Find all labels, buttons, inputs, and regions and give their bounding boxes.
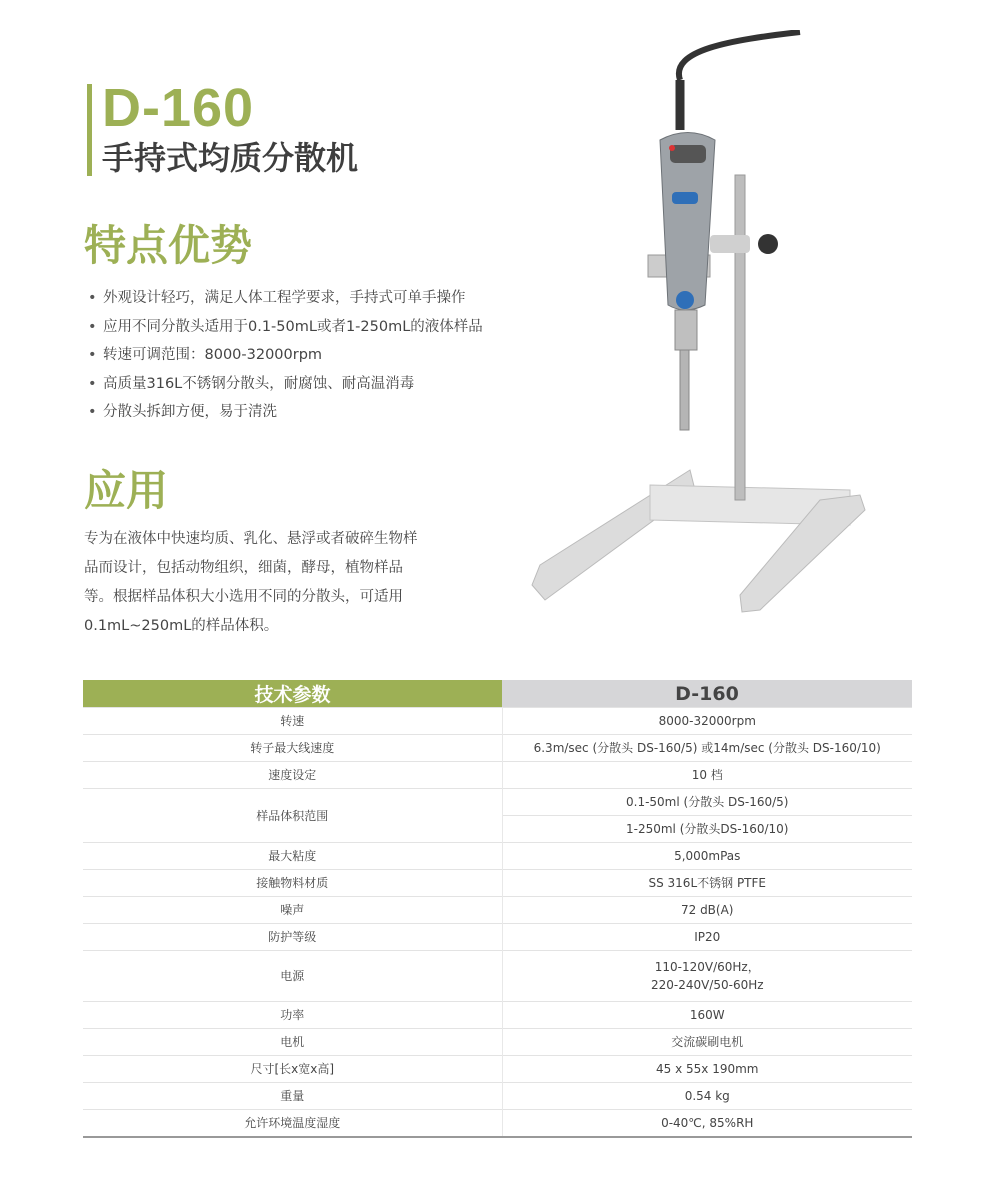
spec-label: 电源 xyxy=(83,951,502,1002)
table-row xyxy=(83,1110,912,1138)
spec-value: 0.54 kg xyxy=(502,1083,912,1110)
spec-value: 10 档 xyxy=(502,762,912,789)
title-accent-bar xyxy=(87,84,92,176)
spec-value: 160W xyxy=(502,1002,912,1029)
product-subtitle: 手持式均质分散机 xyxy=(102,139,359,177)
bullet-icon: • xyxy=(88,290,97,306)
table-row xyxy=(83,897,912,924)
spec-label: 噪声 xyxy=(83,897,502,924)
list-item: • 应用不同分散头适用于0.1-50mL或者1-250mL的液体样品 xyxy=(88,313,483,342)
application-heading: 应用 xyxy=(84,466,169,515)
list-item: • 外观设计轻巧，满足人体工程学要求，手持式可单手操作 xyxy=(88,284,483,313)
table-row xyxy=(83,1056,912,1083)
table-row xyxy=(83,735,912,762)
spec-value: 6.3m/sec (分散头 DS-160/5) 或14m/sec (分散头 DS-160/10) xyxy=(502,735,912,762)
bullet-icon: • xyxy=(88,347,97,364)
spec-value: 110-120V/60Hz， 220-240V/50-60Hz xyxy=(502,951,912,1002)
list-item: • 转速可调范围：8000-32000rpm xyxy=(88,341,483,370)
bullet-icon: • xyxy=(88,404,97,421)
spec-label: 样品体积范围 xyxy=(83,789,502,843)
spec-value: 45 x 55x 190mm xyxy=(502,1056,912,1083)
spec-label: 接触物料材质 xyxy=(83,870,502,897)
spec-value: IP20 xyxy=(502,924,912,951)
spec-table xyxy=(83,680,912,1138)
product-image xyxy=(520,30,880,630)
spec-value: SS 316L不锈钢 PTFE xyxy=(502,870,912,897)
spec-value: 0.1-50ml (分散头 DS-160/5) xyxy=(502,789,912,816)
spec-label: 允许环境温度湿度 xyxy=(83,1110,502,1138)
features-list xyxy=(88,284,483,427)
table-row xyxy=(83,1083,912,1110)
spec-header-left: 技术参数 xyxy=(83,680,502,708)
list-item: • 高质量316L不锈钢分散头，耐腐蚀、耐高温消毒 xyxy=(88,370,483,399)
spec-value: 8000-32000rpm xyxy=(502,708,912,735)
spec-label: 转子最大线速度 xyxy=(83,735,502,762)
table-row xyxy=(83,924,912,951)
table-row xyxy=(83,843,912,870)
bullet-icon: • xyxy=(88,375,97,392)
spec-value: 交流碳刷电机 xyxy=(502,1029,912,1056)
spec-label: 功率 xyxy=(83,1002,502,1029)
table-row xyxy=(83,762,912,789)
spec-label: 最大粘度 xyxy=(83,843,502,870)
spec-label: 转速 xyxy=(83,708,502,735)
bullet-icon: • xyxy=(88,318,97,335)
table-row xyxy=(83,708,912,735)
spec-label: 尺寸[长x宽x高] xyxy=(83,1056,502,1083)
spec-label: 电机 xyxy=(83,1029,502,1056)
spec-value: 1-250ml (分散头DS-160/10) xyxy=(502,816,912,843)
spec-header-right: D-160 xyxy=(502,680,912,708)
spec-label: 重量 xyxy=(83,1083,502,1110)
spec-value: 5,000mPas xyxy=(502,843,912,870)
features-heading: 特点优势 xyxy=(84,221,253,270)
table-row xyxy=(83,1002,912,1029)
spec-value: 72 dB(A) xyxy=(502,897,912,924)
model-title: D-160 xyxy=(102,78,255,138)
table-row xyxy=(83,951,912,1002)
table-row xyxy=(83,789,912,816)
table-row xyxy=(83,870,912,897)
application-text: 专为在液体中快速均质、乳化、悬浮或者破碎生物样 品而设计，包括动物组织，细菌，酵母，植物样品 等。根据样品体积大小选用不同的分散头，可适用 0.1mL~250mL的样品体积。 xyxy=(84,531,418,634)
table-row xyxy=(83,1029,912,1056)
spec-value: 0-40℃, 85%RH xyxy=(502,1110,912,1138)
spec-label: 速度设定 xyxy=(83,762,502,789)
spec-label: 防护等级 xyxy=(83,924,502,951)
list-item: • 分散头拆卸方便，易于清洗 xyxy=(88,398,483,427)
